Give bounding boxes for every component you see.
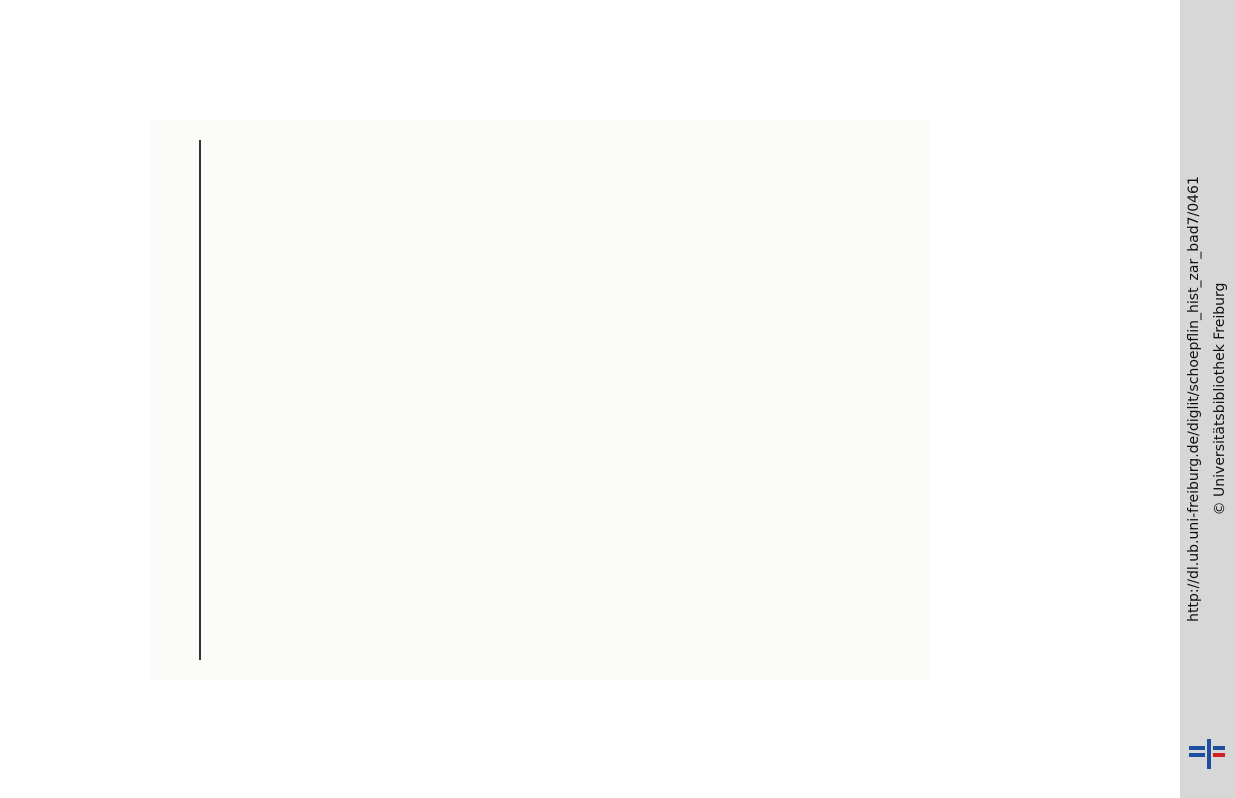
scanned-page (150, 120, 930, 680)
page-scan-graphic (150, 120, 930, 680)
ub-freiburg-logo-icon (1187, 733, 1229, 775)
copyright-notice: © Universitätsbibliothek Freiburg (1212, 282, 1228, 516)
copyright-strip (1205, 0, 1235, 798)
url-strip (1180, 0, 1208, 798)
document-url: http://dl.ub.uni-freiburg.de/diglit/schoepflin_hist_zar_bad7/0461 (1186, 176, 1202, 622)
